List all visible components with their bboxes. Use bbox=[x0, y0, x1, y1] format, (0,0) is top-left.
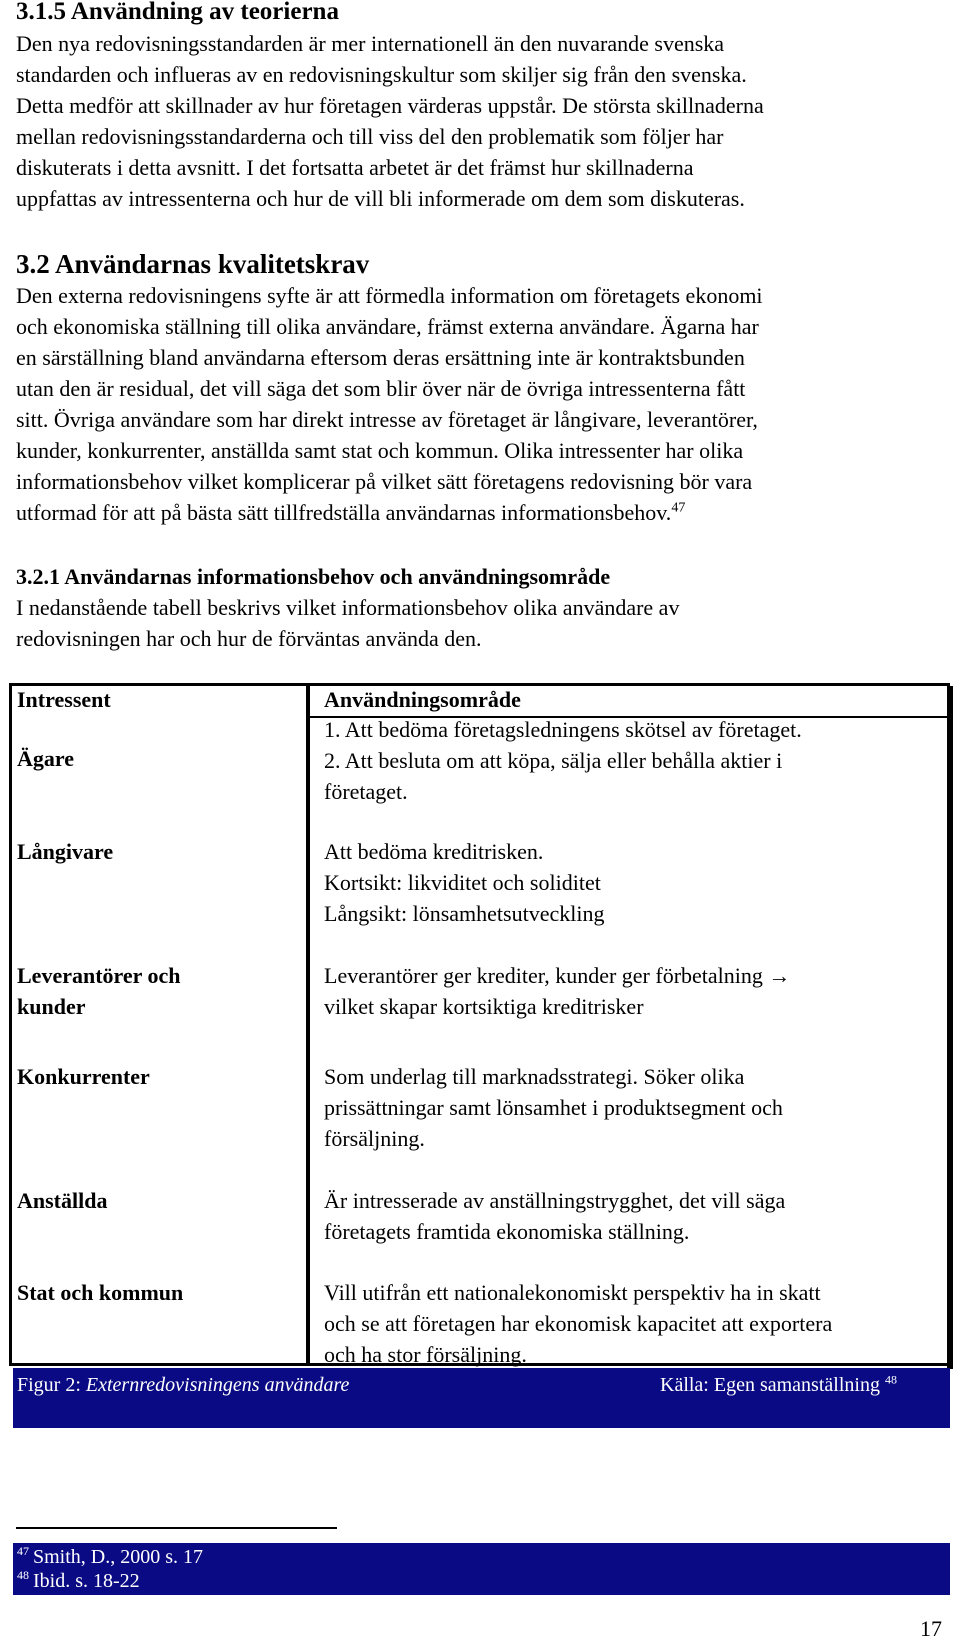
footnote-separator bbox=[16, 1527, 337, 1529]
paragraph-line: diskuterats i detta avsnitt. I det fortsatta arbetet är det främst hur skillnaderna bbox=[16, 155, 694, 180]
cell-line: Konkurrenter bbox=[17, 1064, 150, 1089]
paragraph-line: I nedanstående tabell beskrivs vilket informationsbehov olika användare av bbox=[16, 595, 680, 620]
figure-caption bbox=[17, 1372, 349, 1398]
paragraph-line: mellan redovisningsstandarderna och till viss del den problematik som följer har bbox=[16, 124, 724, 149]
cell-line: Långsikt: lönsamhetsutveckling bbox=[324, 901, 605, 926]
table-cell-stakeholder bbox=[17, 960, 297, 1022]
cell-line: Vill utifrån ett nationalekonomiskt perspektiv ha in skatt bbox=[324, 1280, 821, 1305]
cell-line: kunder bbox=[17, 994, 86, 1019]
footnote-number: 48 bbox=[17, 1568, 29, 1583]
cell-line: Stat och kommun bbox=[17, 1280, 184, 1305]
footnote-reference[interactable]: 48 bbox=[884, 1372, 897, 1387]
caption-title: Externredovisningens användare bbox=[85, 1374, 350, 1396]
table-cell-usage bbox=[324, 714, 944, 807]
footnote-text: Smith, D., 2000 s. 17 bbox=[33, 1546, 204, 1568]
section-3-1-5 bbox=[16, 0, 936, 214]
cell-line: Kortsikt: likviditet och soliditet bbox=[324, 870, 601, 895]
cell-line: Ägare bbox=[17, 746, 75, 771]
cell-line: Är intresserade av anställningstrygghet, det vill säga bbox=[324, 1188, 786, 1213]
paragraph-line bbox=[16, 497, 936, 528]
cell-line: och se att företagen har ekonomisk kapacitet att exportera bbox=[324, 1311, 833, 1336]
cell-line: 1. Att bedöma företagsledningens skötsel av företaget. bbox=[324, 717, 802, 742]
cell-line: vilket skapar kortsiktiga kreditrisker bbox=[324, 994, 644, 1019]
cell-line: företaget. bbox=[324, 779, 408, 804]
cell-line: företagets framtida ekonomiska ställning. bbox=[324, 1219, 690, 1244]
section-heading: 3.1.5 Användning av teorierna bbox=[16, 0, 339, 25]
section-3-2 bbox=[16, 248, 936, 528]
table-cell-stakeholder bbox=[17, 836, 297, 867]
cell-line: Anställda bbox=[17, 1188, 108, 1213]
paragraph-line: och ekonomiska ställning till olika användare, främst externa användare. Ägarna har bbox=[16, 314, 759, 339]
footnote bbox=[17, 1569, 140, 1593]
paragraph-line: utan den är residual, det vill säga det som blir över när de övriga intressenterna fått bbox=[16, 376, 746, 401]
table-cell-stakeholder bbox=[17, 743, 297, 774]
footnote-text: Ibid. s. 18-22 bbox=[33, 1570, 140, 1592]
cell-line: och ha stor försäljning. bbox=[324, 1342, 527, 1367]
section-3-2-1 bbox=[16, 561, 936, 654]
paragraph-line: standarden och influeras av en redovisningskultur som skiljer sig från den svenska. bbox=[16, 62, 747, 87]
table-cell-usage bbox=[324, 1277, 944, 1370]
footnote-number: 47 bbox=[17, 1544, 29, 1559]
paragraph-line: Den nya redovisningsstandarden är mer internationell än den nuvarande svenska bbox=[16, 31, 725, 56]
caption-source: Källa: Egen samanställning bbox=[660, 1374, 880, 1396]
paragraph-line: informationsbehov vilket komplicerar på vilket sätt företagens redovisning bör vara bbox=[16, 469, 753, 494]
table-shadow bbox=[947, 686, 953, 1369]
figure-source bbox=[660, 1372, 897, 1398]
table-header-usage: Användningsområde bbox=[324, 687, 521, 712]
cell-line: 2. Att besluta om att köpa, sälja eller behålla aktier i bbox=[324, 748, 783, 773]
cell-line: Långivare bbox=[17, 839, 114, 864]
table-cell-usage bbox=[324, 960, 944, 1022]
paragraph-line: sitt. Övriga användare som har direkt intresse av företaget är långivare, leverantörer, bbox=[16, 407, 758, 432]
footnote-reference[interactable]: 47 bbox=[671, 500, 686, 516]
paragraph-text: utformad för att på bästa sätt tillfredställa användarnas informationsbehov. bbox=[16, 500, 672, 525]
cell-line: Att bedöma kreditrisken. bbox=[324, 839, 544, 864]
table-cell-usage bbox=[324, 836, 944, 929]
section-heading: 3.2 Användarnas kvalitetskrav bbox=[16, 249, 370, 279]
table-header-stakeholder: Intressent bbox=[17, 687, 111, 712]
column-divider bbox=[306, 683, 310, 1364]
table-cell-stakeholder bbox=[17, 1277, 297, 1308]
table-cell-usage bbox=[324, 1185, 944, 1247]
paragraph-line: redovisningen har och hur de förväntas använda den. bbox=[16, 626, 482, 651]
paragraph-line: kunder, konkurrenter, anställda samt stat och kommun. Olika intressenter har olika bbox=[16, 438, 744, 463]
cell-line: prissättningar samt lönsamhet i produktsegment och bbox=[324, 1095, 783, 1120]
paragraph-line: Den externa redovisningens syfte är att förmedla information om företagets ekonomi bbox=[16, 283, 763, 308]
cell-line: Leverantörer och bbox=[17, 963, 181, 988]
table-cell-usage bbox=[324, 1061, 944, 1154]
table-cell-stakeholder bbox=[17, 1061, 297, 1092]
page-number: 17 bbox=[920, 1616, 942, 1641]
cell-line: Leverantörer ger krediter, kunder ger förbetalning → bbox=[324, 963, 791, 988]
cell-line: försäljning. bbox=[324, 1126, 425, 1151]
paragraph-line: uppfattas av intressenterna och hur de vill bli informerade om dem som diskuteras. bbox=[16, 186, 745, 211]
footnote bbox=[17, 1545, 203, 1569]
cell-line: Som underlag till marknadsstrategi. Söker olika bbox=[324, 1064, 745, 1089]
paragraph-line: Detta medför att skillnader av hur företagen värderas uppstår. De största skillnaderna bbox=[16, 93, 764, 118]
section-heading: 3.2.1 Användarnas informationsbehov och användningsområde bbox=[16, 564, 611, 589]
table-cell-stakeholder bbox=[17, 1185, 297, 1216]
paragraph-line: en särställning bland användarna eftersom deras ersättning inte är kontraktsbunden bbox=[16, 345, 745, 370]
caption-label: Figur 2: bbox=[17, 1374, 81, 1396]
